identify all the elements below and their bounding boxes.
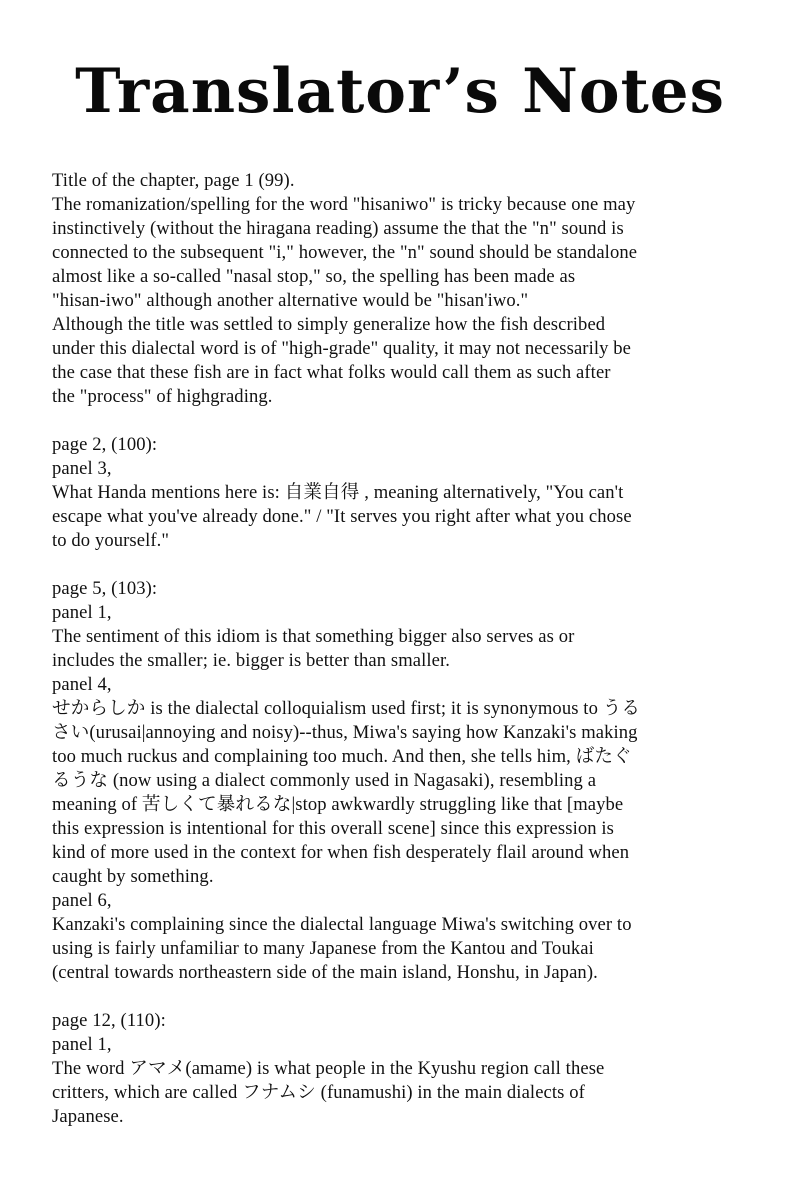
note-line: meaning of 苦しくて暴れるな|stop awkwardly struggling like that [maybe [52, 794, 624, 815]
notes-body [52, 169, 762, 1129]
note-line: too much ruckus and complaining too much. And then, she tells him, ばたぐ [52, 746, 632, 767]
note-line: critters, which are called フナムシ (funamushi) in the main dialects of [52, 1082, 585, 1103]
note-panel-heading: panel 1, [52, 1034, 112, 1055]
note-line: The romanization/spelling for the word "hisaniwo" is tricky because one may [52, 194, 636, 215]
note-line: using is fairly unfamiliar to many Japanese from the Kantou and Toukai [52, 938, 594, 959]
note-line: The sentiment of this idiom is that something bigger also serves as or [52, 626, 575, 647]
note-line: under this dialectal word is of "high-grade" quality, it may not necessarily be [52, 338, 632, 359]
note-page-heading: page 12, (110): [52, 1010, 166, 1031]
note-page-heading: page 2, (100): [52, 434, 158, 455]
note-line: kind of more used in the context for when fish desperately flail around when [52, 842, 630, 863]
note-line: Although the title was settled to simply generalize how the fish described [52, 314, 606, 335]
note-line: almost like a so-called "nasal stop," so, the spelling has been made as [52, 266, 576, 287]
note-line: What Handa mentions here is: 自業自得 , meaning alternatively, "You can't [52, 482, 624, 503]
note-line: るうな (now using a dialect commonly used in Nagasaki), resembling a [52, 770, 597, 791]
page-title: Translator’s Notes [75, 56, 725, 127]
note-line: to do yourself." [52, 530, 170, 551]
section-spacer [52, 409, 762, 433]
note-line: Japanese. [52, 1106, 124, 1127]
section-spacer [52, 553, 762, 577]
note-line: さい(urusai|annoying and noisy)--thus, Miwa's saying how Kanzaki's making [52, 722, 638, 743]
note-line: Kanzaki's complaining since the dialectal language Miwa's switching over to [52, 914, 632, 935]
section-spacer [52, 985, 762, 1009]
note-panel-heading: panel 1, [52, 602, 112, 623]
note-line: caught by something. [52, 866, 214, 887]
note-line: includes the smaller; ie. bigger is better than smaller. [52, 650, 451, 671]
note-line: Title of the chapter, page 1 (99). [52, 170, 295, 191]
note-line: connected to the subsequent "i," however, the "n" sound should be standalone [52, 242, 638, 263]
note-line: this expression is intentional for this overall scene] since this expression is [52, 818, 614, 839]
note-panel-heading: panel 4, [52, 674, 112, 695]
note-section-page-5 [52, 577, 762, 985]
note-line: the case that these fish are in fact what folks would call them as such after [52, 362, 611, 383]
note-page-heading: page 5, (103): [52, 578, 158, 599]
note-line: (central towards northeastern side of the main island, Honshu, in Japan). [52, 962, 598, 983]
note-line: The word アマメ(amame) is what people in the Kyushu region call these [52, 1058, 605, 1079]
note-line: "hisan-iwo" although another alternative would be "hisan'iwo." [52, 290, 529, 311]
note-section-page-2 [52, 433, 762, 553]
note-line: the "process" of highgrading. [52, 386, 273, 407]
note-line: instinctively (without the hiragana reading) assume the that the "n" sound is [52, 218, 624, 239]
note-section-chapter-title [52, 169, 762, 409]
note-panel-heading: panel 3, [52, 458, 112, 479]
note-panel-heading: panel 6, [52, 890, 112, 911]
note-line: escape what you've already done." / "It serves you right after what you chose [52, 506, 632, 527]
note-section-page-12 [52, 1009, 762, 1129]
note-line: せからしか is the dialectal colloquialism used first; it is synonymous to うる [52, 698, 641, 719]
